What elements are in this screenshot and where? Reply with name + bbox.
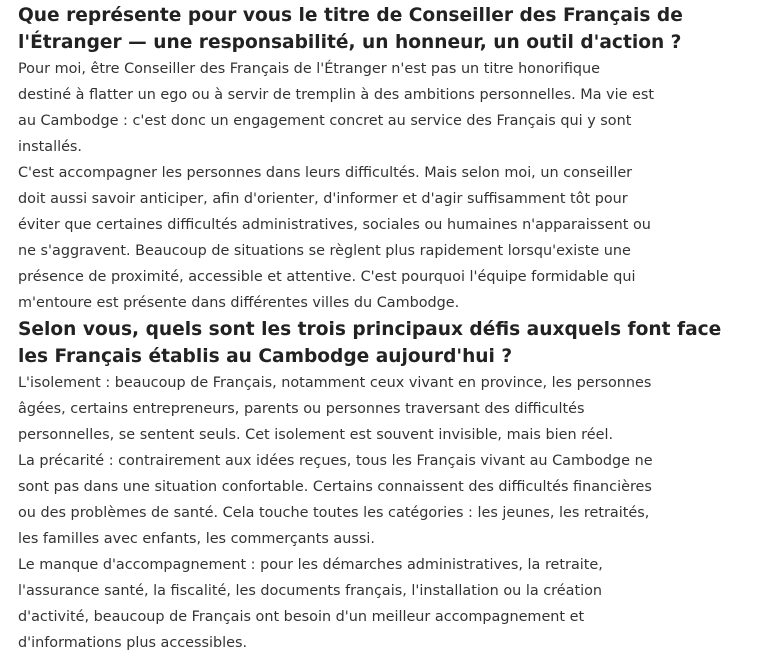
heading-line: l'Étranger — une responsabilité, un honneur, un outil d'action ? bbox=[18, 32, 682, 53]
answer-paragraph bbox=[18, 56, 746, 160]
heading-line: Selon vous, quels sont les trois principaux défis auxquels font face bbox=[18, 319, 722, 340]
text-line: C'est accompagner les personnes dans leurs difficultés. Mais selon moi, un conseiller bbox=[18, 165, 633, 181]
text-line: personnelles, se sentent seuls. Cet isolement est souvent invisible, mais bien réel. bbox=[18, 427, 614, 443]
text-line: sont pas dans une situation confortable. Certains connaissent des difficultés financières bbox=[18, 479, 652, 495]
section-heading-challenges bbox=[18, 316, 746, 370]
section-heading-role bbox=[18, 2, 746, 56]
text-line: au Cambodge : c'est donc un engagement concret au service des Français qui y sont bbox=[18, 113, 632, 129]
text-line: éviter que certaines difficultés administratives, sociales ou humaines n'apparaissent ou bbox=[18, 217, 651, 233]
text-line: installés. bbox=[18, 139, 82, 155]
text-line: ne s'aggravent. Beaucoup de situations se règlent plus rapidement lorsqu'existe une bbox=[18, 243, 631, 259]
answer-paragraph bbox=[18, 370, 746, 448]
text-line: l'assurance santé, la fiscalité, les documents français, l'installation ou la création bbox=[18, 583, 603, 599]
answer-paragraph bbox=[18, 160, 746, 316]
heading-line: les Français établis au Cambodge aujourd'hui ? bbox=[18, 346, 513, 367]
article-body bbox=[18, 2, 746, 656]
text-line: ou des problèmes de santé. Cela touche toutes les catégories : les jeunes, les retraités, bbox=[18, 505, 650, 521]
answer-paragraph bbox=[18, 448, 746, 552]
text-line: destiné à flatter un ego ou à servir de tremplin à des ambitions personnelles. Ma vie est bbox=[18, 87, 655, 103]
text-line: doit aussi savoir anticiper, afin d'orienter, d'informer et d'agir suffisamment tôt pour bbox=[18, 191, 628, 207]
text-line: La précarité : contrairement aux idées reçues, tous les Français vivant au Cambodge ne bbox=[18, 453, 653, 469]
text-line: d'activité, beaucoup de Français ont besoin d'un meilleur accompagnement et bbox=[18, 609, 585, 625]
text-line: d'informations plus accessibles. bbox=[18, 635, 248, 651]
text-line: Le manque d'accompagnement : pour les démarches administratives, la retraite, bbox=[18, 557, 603, 573]
heading-line: Que représente pour vous le titre de Conseiller des Français de bbox=[18, 5, 683, 26]
answer-paragraph bbox=[18, 552, 746, 656]
text-line: L'isolement : beaucoup de Français, notamment ceux vivant en province, les personnes bbox=[18, 375, 652, 391]
text-line: Pour moi, être Conseiller des Français de l'Étranger n'est pas un titre honorifique bbox=[18, 61, 601, 77]
text-line: présence de proximité, accessible et attentive. C'est pourquoi l'équipe formidable qui bbox=[18, 269, 636, 285]
text-line: les familles avec enfants, les commerçants aussi. bbox=[18, 531, 375, 547]
text-line: âgées, certains entrepreneurs, parents ou personnes traversant des difficultés bbox=[18, 401, 585, 417]
text-line: m'entoure est présente dans différentes villes du Cambodge. bbox=[18, 295, 460, 311]
